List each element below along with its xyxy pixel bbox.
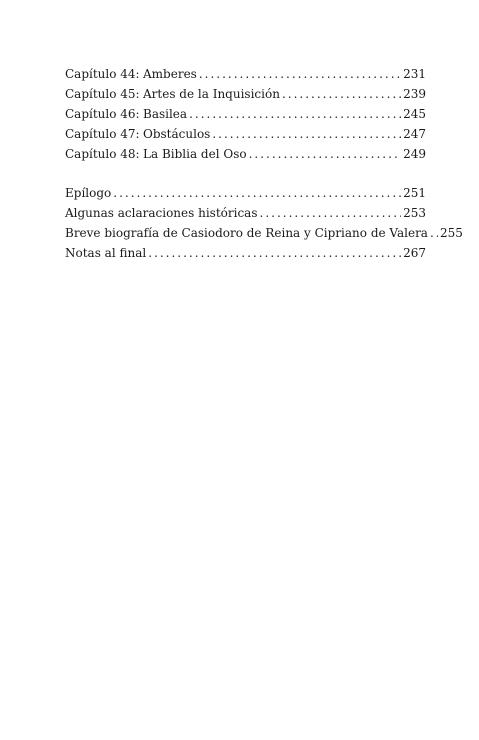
back-matter-list: [65, 183, 463, 263]
dot-leader: [430, 223, 438, 243]
chapter-number: Capítulo 45:: [65, 87, 140, 101]
entry-title: Algunas aclaraciones históricas: [65, 206, 258, 220]
chapter-number: Capítulo 46:: [65, 107, 140, 121]
entry-title: Notas al final: [65, 246, 147, 260]
dot-leader: [260, 203, 402, 223]
page-number: 247: [403, 127, 426, 141]
page-number: 231: [403, 67, 426, 81]
dot-leader: [282, 84, 401, 104]
dot-leader: [148, 243, 401, 263]
toc-entry-chapter-46[interactable]: [65, 104, 426, 124]
toc-entry-chapter-45[interactable]: [65, 84, 426, 104]
chapter-number: Capítulo 47:: [65, 127, 140, 141]
toc-entry-epilogo[interactable]: [65, 183, 426, 203]
page-number: 239: [403, 87, 426, 101]
toc-entry-notas[interactable]: [65, 243, 426, 263]
toc-entry-chapter-44[interactable]: [65, 64, 426, 84]
entry-title: Epílogo: [65, 186, 112, 200]
chapter-title: La Biblia del Oso: [143, 147, 247, 161]
dot-leader: [113, 183, 401, 203]
dot-leader: [199, 64, 401, 84]
dot-leader: [189, 104, 401, 124]
toc-entry-chapter-47[interactable]: [65, 124, 426, 144]
chapter-number: Capítulo 48:: [65, 147, 140, 161]
page-number: 255: [439, 226, 463, 240]
dot-leader: [249, 144, 402, 164]
chapter-title: Artes de la Inquisición: [143, 87, 280, 101]
dot-leader: [212, 124, 401, 144]
page-number: 267: [403, 246, 426, 260]
toc-entry-aclaraciones[interactable]: [65, 203, 426, 223]
page-number: 251: [403, 186, 426, 200]
chapter-title: Obstáculos: [143, 127, 211, 141]
page-number: 253: [403, 206, 426, 220]
toc-entry-biografia[interactable]: [65, 223, 463, 243]
toc-entry-chapter-48[interactable]: [65, 144, 426, 164]
page-number: 249: [403, 147, 426, 161]
chapter-number: Capítulo 44:: [65, 67, 140, 81]
chapter-list: [65, 64, 426, 164]
page-number: 245: [403, 107, 426, 121]
chapter-title: Basilea: [143, 107, 188, 121]
chapter-title: Amberes: [143, 67, 197, 81]
entry-title: Breve biografía de Casiodoro de Reina y Cipriano de Valera: [65, 226, 428, 240]
